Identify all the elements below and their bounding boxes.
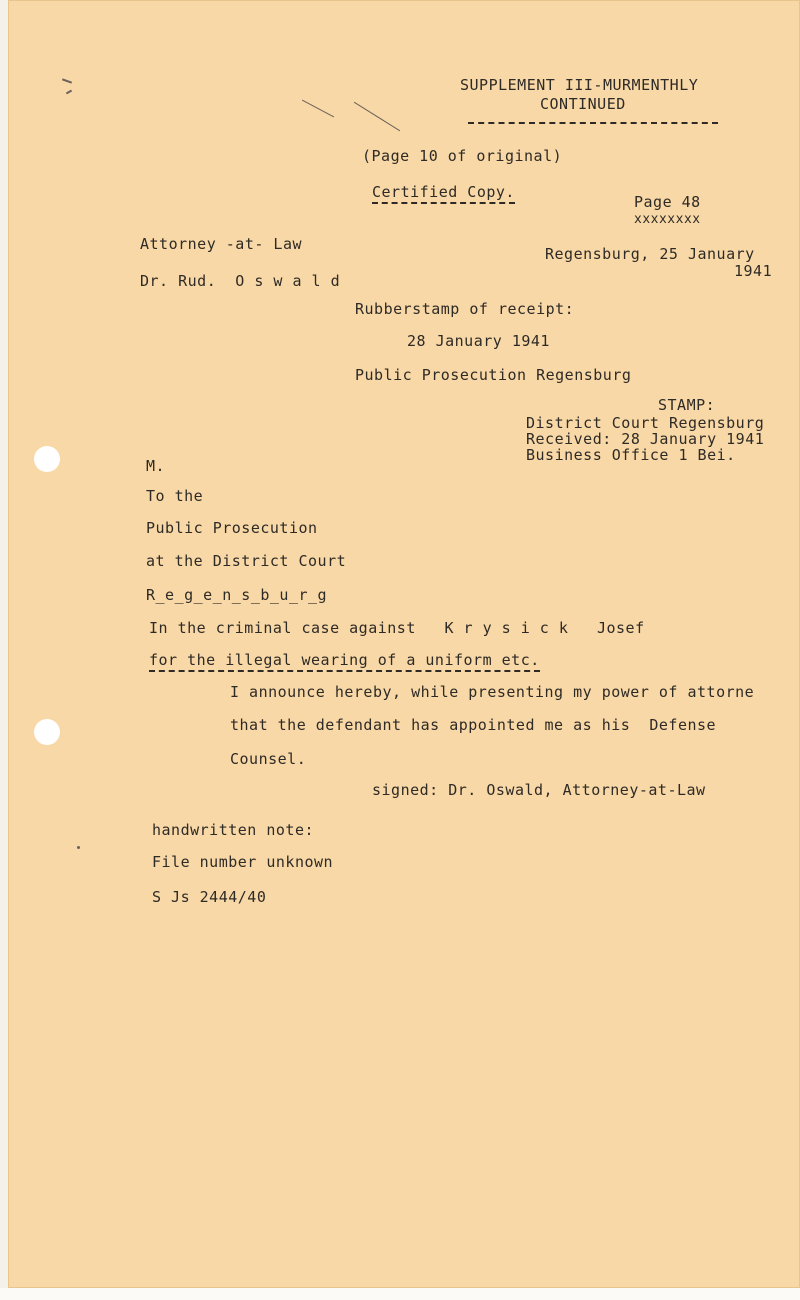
- body-para-line3: Counsel.: [230, 750, 307, 768]
- note-line1: File number unknown: [152, 853, 334, 871]
- case-line: In the criminal case against K r y s i c k Josef: [149, 619, 645, 637]
- court-stamp-line1: District Court Regensburg: [526, 414, 765, 432]
- receipt-stamp-label: Rubberstamp of receipt:: [355, 300, 575, 318]
- punch-hole-top: [34, 446, 60, 472]
- addressee-line2: Public Prosecution: [146, 519, 318, 537]
- body-para-line2: that the defendant has appointed me as his Defense: [230, 716, 717, 734]
- note-line2: S Js 2444/40: [152, 888, 267, 906]
- signature-line: signed: Dr. Oswald, Attorney-at-Law: [372, 781, 706, 799]
- page-number: Page 48: [634, 193, 701, 211]
- punch-hole-bottom: [34, 719, 60, 745]
- court-stamp-line2: Received: 28 January 1941: [526, 430, 765, 448]
- paper-mark: [77, 846, 80, 849]
- certified-copy-label: Certified Copy.: [372, 183, 515, 204]
- supplement-continued: CONTINUED: [540, 95, 626, 113]
- paper-edge-left: [0, 0, 8, 1300]
- charge-line: for the illegal wearing of a uniform etc.: [149, 651, 540, 672]
- page-of-original: (Page 10 of original): [362, 147, 563, 165]
- court-stamp-line3: Business Office 1 Bei.: [526, 446, 736, 464]
- addressee-mark: M.: [146, 457, 166, 475]
- heading-rule: [468, 122, 718, 124]
- supplement-heading: SUPPLEMENT III-MURMENTHLY: [460, 76, 699, 94]
- receipt-stamp-office: Public Prosecution Regensburg: [355, 366, 632, 384]
- court-stamp-label: STAMP:: [658, 396, 716, 414]
- receipt-stamp-date: 28 January 1941: [407, 332, 550, 350]
- body-para-line1: I announce hereby, while presenting my power of attorne: [230, 683, 755, 701]
- addressee-line1: To the: [146, 487, 204, 505]
- paper-edge-bottom: [0, 1288, 800, 1300]
- page-number-struck: xxxxxxxx: [634, 212, 701, 227]
- addressee-line3: at the District Court: [146, 552, 347, 570]
- place-date-year: 1941: [734, 262, 773, 280]
- note-label: handwritten note:: [152, 821, 315, 839]
- place-date: Regensburg, 25 January: [545, 245, 755, 263]
- sender-title: Attorney -at- Law: [140, 235, 303, 253]
- addressee-city: R_e_g_e_n_s_b_u_r_g: [146, 586, 328, 604]
- sender-name: Dr. Rud. O s w a l d: [140, 272, 341, 290]
